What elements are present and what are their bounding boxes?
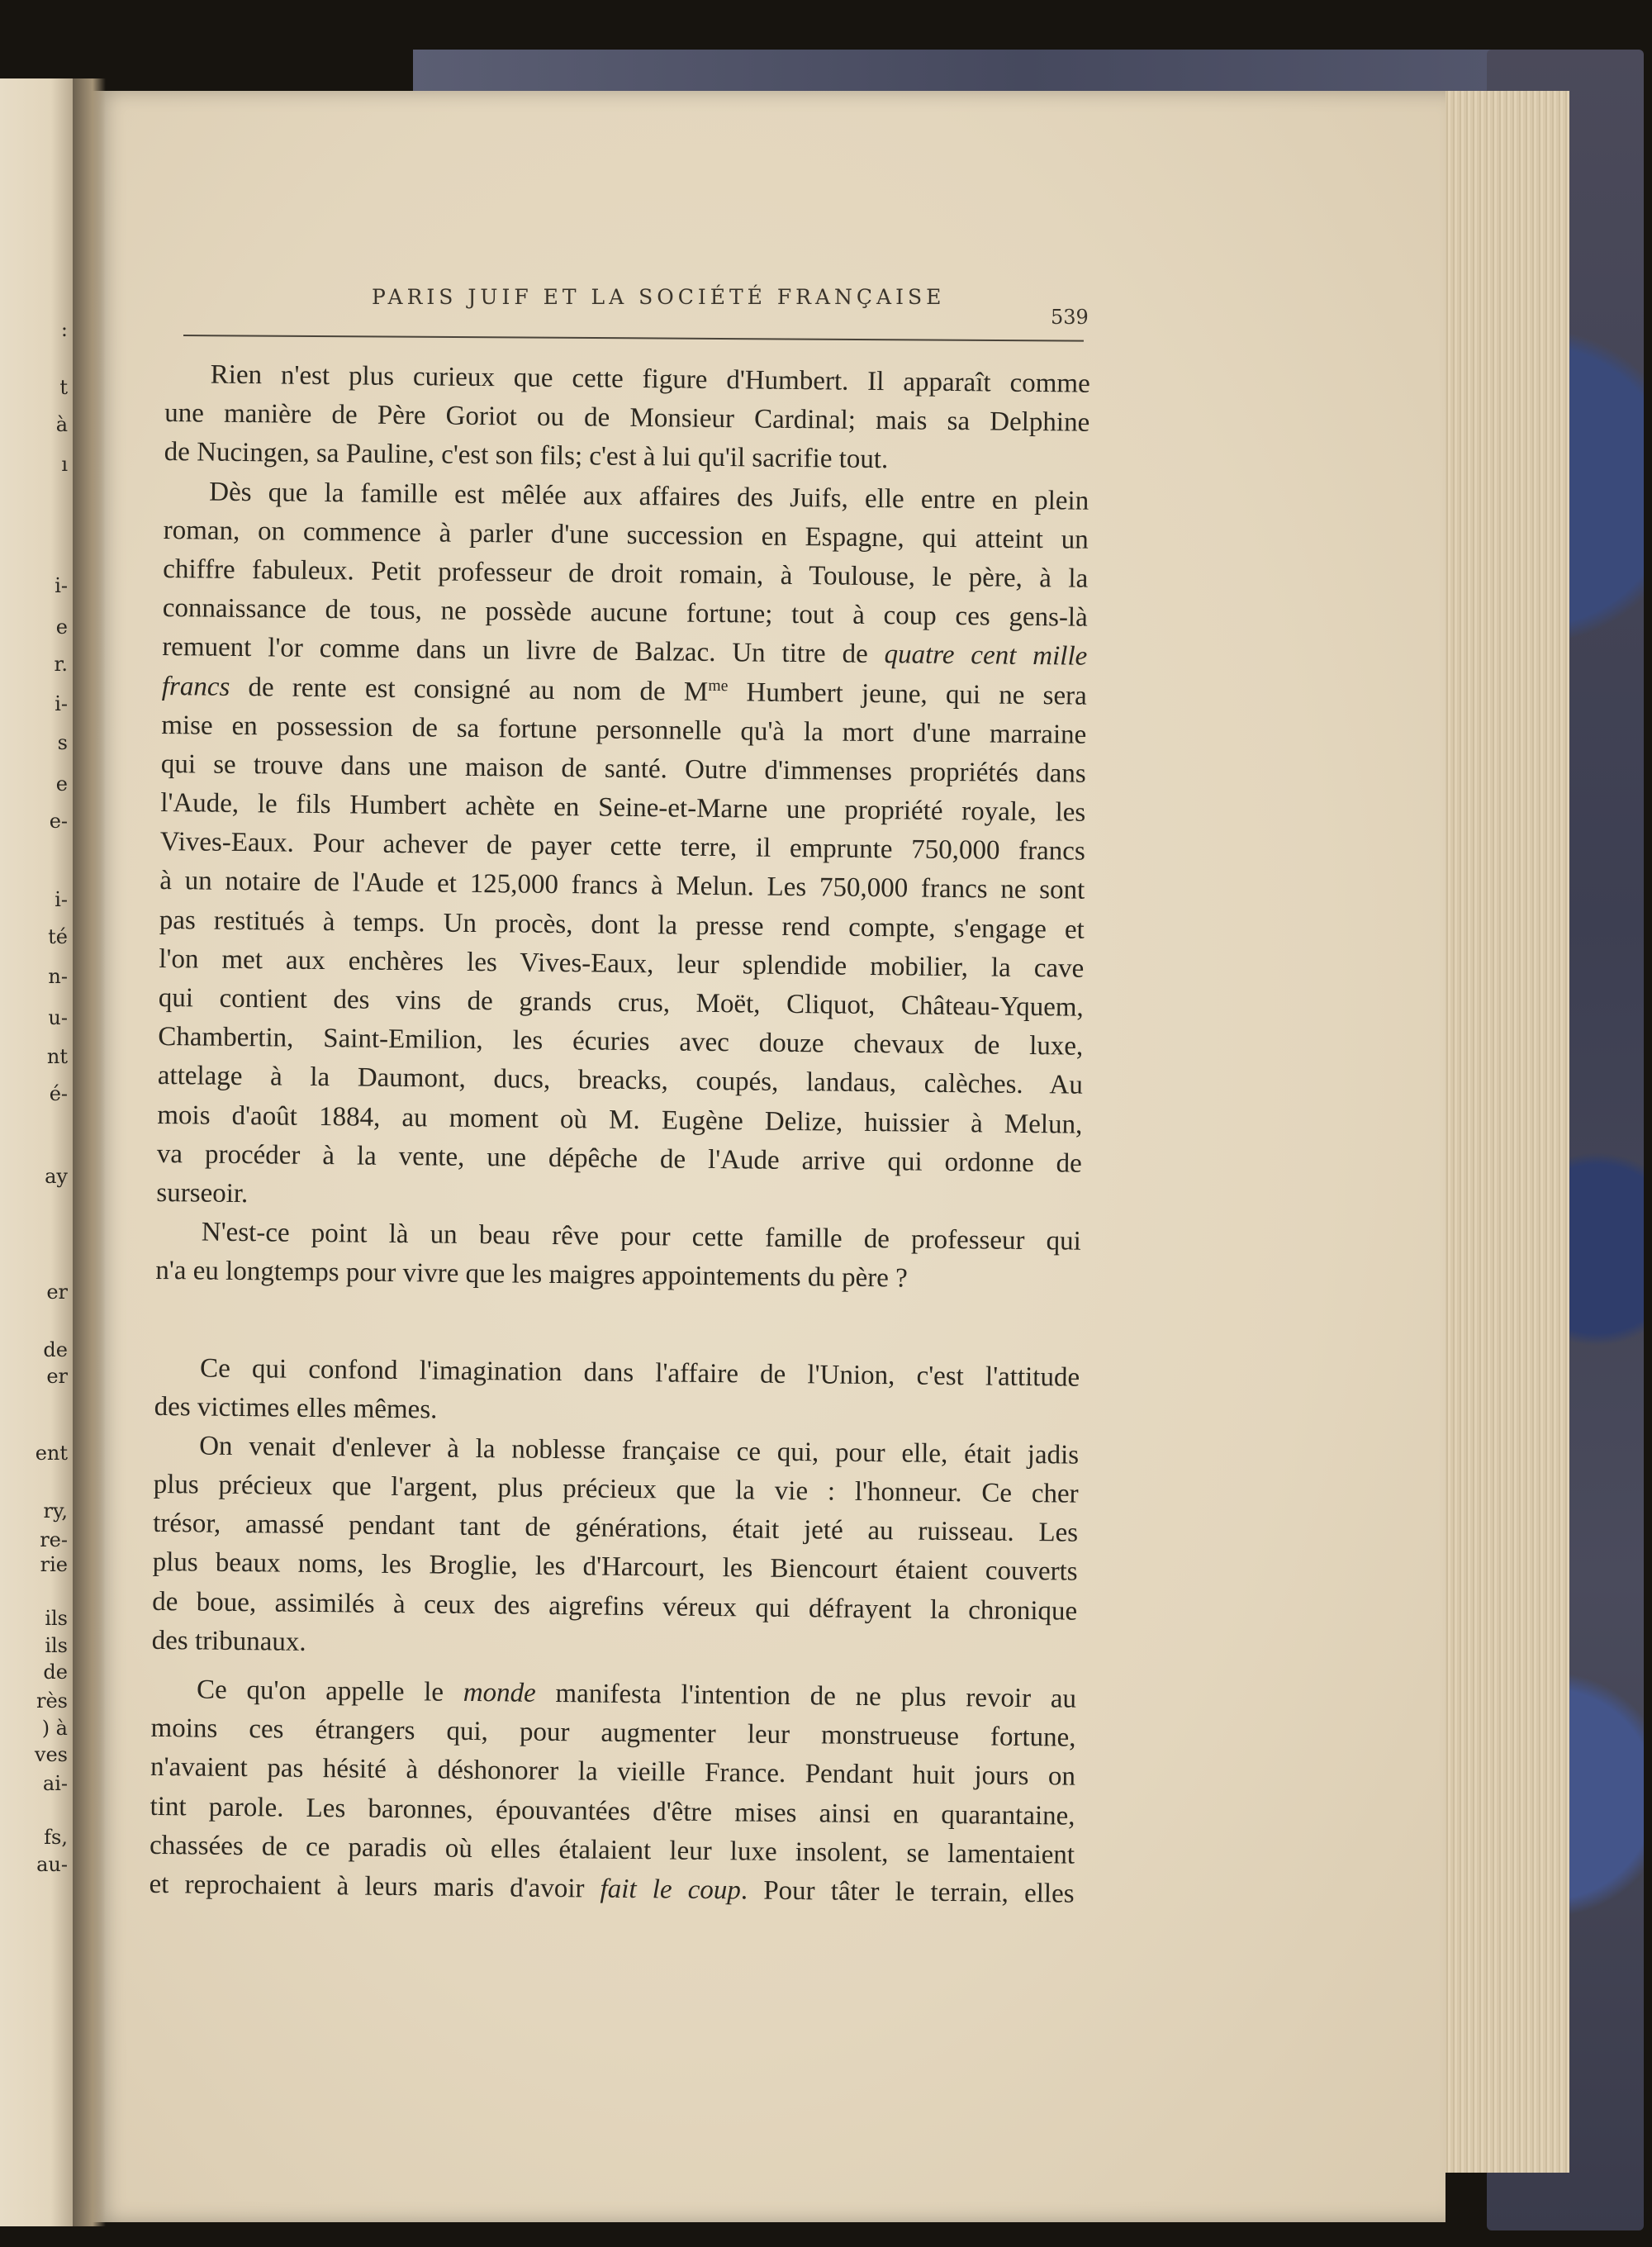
text-line: mois d'août 1884, au moment où M. Eugène Delize, huissier à Melun,: [157, 1100, 1083, 1140]
text-line: qui contient des vins de grands crus, Moët, Cliquot, Château-Yquem,: [158, 982, 1084, 1023]
page-number: 539: [1051, 306, 1089, 329]
text-line: Chambertin, Saint-Emilion, les écuries avec douze chevaux de luxe,: [158, 1022, 1084, 1062]
left-page-text-fragment: rie: [40, 1553, 68, 1576]
left-page-text-fragment: ı: [61, 453, 68, 476]
text-line: de Nucingen, sa Pauline, c'est son fils; c'est à lui qu'il sacrifie tout.: [164, 437, 889, 475]
left-page-text-fragment: e: [55, 615, 68, 639]
text-line: N'est-ce point là un beau rêve pour cette famille de professeur qui: [201, 1217, 1082, 1257]
left-page-text-fragment: ) à: [41, 1717, 68, 1740]
italic-text: quatre cent mille: [884, 639, 1088, 672]
text-line: On venait d'enlever à la noblesse française ce qui, pour elle, était jadis: [198, 1431, 1080, 1470]
left-page-text-fragment: e: [55, 772, 68, 796]
text-run: . Pour tâter le terrain, elles: [740, 1875, 1075, 1909]
text-line: Ce qui confond l'imagination dans l'affaire de l'Union, c'est l'attitude: [199, 1353, 1080, 1393]
left-page-text-fragment: t: [59, 376, 68, 399]
text-line: plus précieux que l'argent, plus précieux que la vie : l'honneur. Ce cher: [153, 1469, 1079, 1509]
left-page-text-fragment: ai-: [42, 1772, 68, 1795]
left-page-text-fragment: nt: [46, 1045, 68, 1068]
text-line: pas restitués à temps. Un procès, dont la presse rend compte, s'engage et: [159, 905, 1085, 945]
left-page-text-fragment: ry,: [43, 1499, 68, 1523]
left-page-text-fragment: ves: [34, 1743, 68, 1766]
text-line: chiffre fabuleux. Petit professeur de droit romain, à Toulouse, le père, à la: [163, 553, 1089, 594]
left-page-text-fragment: er: [46, 1365, 68, 1388]
text-line: tint parole. Les baronnes, épouvantées d'être mises ainsi en quarantaine,: [150, 1791, 1075, 1831]
left-page-text-fragment: i-: [55, 574, 68, 597]
left-page-text-fragment: ils: [45, 1634, 68, 1657]
text-run: Ce qu'on appelle le: [196, 1675, 463, 1708]
text-line: Dès que la famille est mêlée aux affaires des Juifs, elle entre en plein: [209, 477, 1089, 516]
text-block: [149, 355, 1090, 1914]
text-line: surseoir.: [156, 1177, 249, 1209]
left-page-text-fragment: rès: [36, 1689, 68, 1713]
text-line: de boue, assimilés à ceux des aigrefins véreux qui défrayent la chronique: [152, 1586, 1078, 1627]
left-page-fragment: [0, 78, 73, 2226]
left-page-text-fragment: i-: [55, 692, 68, 715]
text-run: remuent l'or comme dans un livre de Balzac. Un titre de: [162, 632, 885, 670]
left-page-text-fragment: e-: [49, 810, 68, 833]
text-line: à un notaire de l'Aude et 125,000 francs à Melun. Les 750,000 francs ne sont: [159, 866, 1085, 906]
left-page-text-fragment: er: [46, 1280, 68, 1304]
left-page-text-fragment: i-: [55, 888, 68, 911]
italic-text: fait le coup: [600, 1874, 742, 1906]
text-run: de rente est consigné au nom de M: [230, 672, 709, 707]
text-line: chassées de ce paradis où elles étalaient leur luxe insolent, se lamentaient: [149, 1830, 1075, 1870]
italic-text: francs: [161, 671, 230, 702]
left-page-text-fragment: :: [60, 318, 68, 341]
left-page-text-fragment: au-: [36, 1853, 68, 1876]
running-head: PARIS JUIF ET LA SOCIÉTÉ FRANÇAISE: [372, 285, 946, 309]
text-line: des victimes elles mêmes.: [154, 1391, 438, 1425]
section-break: [154, 1290, 1080, 1358]
text-line: n'avaient pas hésité à déshonorer la vieille France. Pendant huit jours on: [150, 1752, 1076, 1793]
left-page-text-fragment: de: [43, 1338, 68, 1361]
text-line: va procéder à la vente, une dépêche de l'Aude arrive qui ordonne de: [156, 1138, 1083, 1179]
text-line: roman, on commence à parler d'une succession en Espagne, qui atteint un: [163, 515, 1089, 555]
text-line: n'a eu longtemps pour vivre que les maigres appointements du père ?: [155, 1256, 908, 1294]
text-line: attelage à la Daumont, ducs, breacks, coupés, landaus, calèches. Au: [157, 1061, 1083, 1101]
left-page-text-fragment: de: [43, 1660, 68, 1684]
left-page-text-fragment: ent: [35, 1442, 68, 1465]
text-line: qui se trouve dans une maison de santé. Outre d'immenses propriétés dans: [160, 748, 1086, 789]
left-page-text-fragment: r.: [54, 653, 68, 676]
text-line: une manière de Père Goriot ou de Monsieur Cardinal; mais sa Delphine: [164, 398, 1090, 438]
left-page-text-fragment: ay: [45, 1165, 68, 1188]
left-page-text-fragment: re-: [40, 1528, 68, 1551]
text-line: des tribunaux.: [151, 1625, 306, 1657]
text-line: moins ces étrangers qui, pour augmenter leur monstrueuse fortune,: [150, 1713, 1076, 1753]
left-page-text-fragment: à: [55, 413, 68, 436]
text-line: l'on met aux enchères les Vives-Eaux, leur splendide mobilier, la cave: [159, 943, 1085, 984]
text-line: l'Aude, le fils Humbert achète en Seine-et-Marne une propriété royale, les: [160, 788, 1086, 828]
left-page-text-fragment: n-: [48, 965, 68, 988]
text-line: connaissance de tous, ne possède aucune fortune; tout à coup ces gens-là: [162, 593, 1088, 633]
text-run: Humbert jeune, qui ne sera: [728, 677, 1087, 711]
left-page-text-fragment: s: [57, 731, 68, 754]
text-line: plus beaux noms, les Broglie, les d'Harcourt, les Biencourt étaient couverts: [152, 1547, 1078, 1588]
text-run: manifesta l'intention de ne plus revoir au: [535, 1678, 1077, 1714]
left-page-text-fragment: ils: [45, 1607, 68, 1630]
left-page-text-fragment: fs,: [44, 1826, 68, 1849]
left-page-text-fragment: té: [48, 925, 68, 948]
left-page-text-fragment: u-: [48, 1006, 68, 1029]
italic-text: monde: [463, 1677, 536, 1708]
text-line: trésor, amassé pendant tant de générations, était jeté au ruisseau. Les: [153, 1508, 1079, 1548]
text-line: Rien n'est plus curieux que cette figure d'Humbert. Il apparaît comme: [210, 359, 1090, 399]
superscript: me: [708, 676, 729, 695]
text-line: Vives-Eaux. Pour achever de payer cette terre, il emprunte 750,000 francs: [159, 827, 1085, 867]
text-line: mise en possession de sa fortune personnelle qu'à la mort d'une marraine: [161, 710, 1087, 750]
book-gutter: [73, 78, 106, 2226]
book-top-edge: [413, 50, 1635, 91]
left-page-text-fragment: é-: [49, 1082, 68, 1105]
text-run: et reprochaient à leurs maris d'avoir: [149, 1869, 601, 1904]
